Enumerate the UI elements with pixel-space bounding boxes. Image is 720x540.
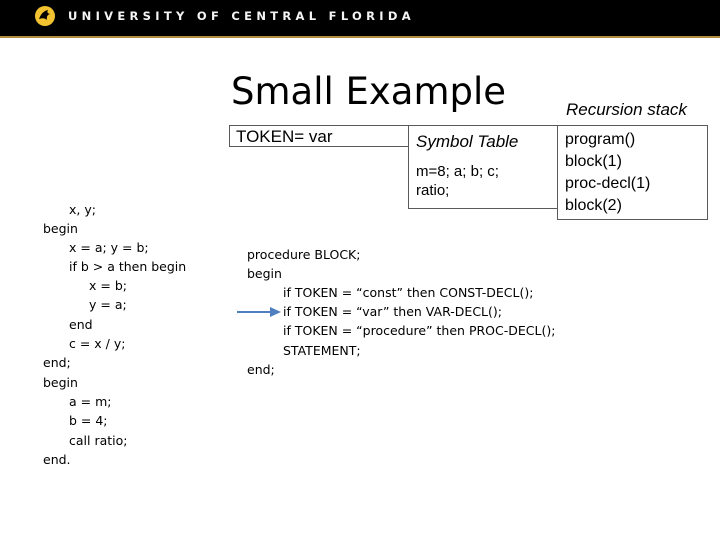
symbol-table-line: m=8; a; b; c; (416, 163, 499, 180)
pegasus-logo-icon (34, 5, 56, 27)
stack-item: block(2) (565, 197, 622, 214)
code-line: call ratio; (69, 433, 128, 448)
right-arrow-icon (236, 305, 282, 319)
code-line: a = m; (69, 394, 112, 409)
code-line: begin (43, 221, 78, 236)
header-bar (0, 0, 720, 36)
symbol-table-line: ratio; (416, 182, 450, 199)
code-line: x, y; (69, 202, 96, 217)
token-box (229, 125, 409, 147)
code-line: b = 4; (69, 413, 108, 428)
stack-item: proc-decl(1) (565, 175, 651, 192)
code-line: begin (43, 375, 78, 390)
stack-item: program() (565, 131, 636, 148)
header-gold-rule (0, 36, 720, 38)
university-name: UNIVERSITY OF CENTRAL FLORIDA (68, 9, 415, 23)
slide-title: Small Example (231, 70, 507, 113)
procedure-code-line: procedure BLOCK; (247, 247, 361, 262)
recursion-stack-title: Recursion stack (566, 100, 687, 119)
procedure-code-line: begin (247, 266, 282, 281)
code-line: end; (43, 355, 71, 370)
procedure-code-line: end; (247, 362, 275, 377)
code-line: c = x / y; (69, 336, 126, 351)
code-line: end (69, 317, 93, 332)
procedure-code-line: if TOKEN = “var” then VAR-DECL(); (283, 304, 502, 319)
code-line: end. (43, 452, 71, 467)
token-label: TOKEN= var (236, 127, 333, 146)
code-line: x = b; (89, 278, 127, 293)
code-line: y = a; (89, 297, 127, 312)
procedure-code-line: STATEMENT; (283, 343, 361, 358)
symbol-table-title: Symbol Table (416, 132, 519, 151)
stack-item: block(1) (565, 153, 622, 170)
code-line: x = a; y = b; (69, 240, 149, 255)
code-line: if b > a then begin (69, 259, 187, 274)
symbol-table-box (408, 125, 558, 209)
procedure-code-line: if TOKEN = “const” then CONST-DECL(); (283, 285, 534, 300)
recursion-stack-box (557, 125, 708, 220)
procedure-code-line: if TOKEN = “procedure” then PROC-DECL(); (283, 323, 556, 338)
